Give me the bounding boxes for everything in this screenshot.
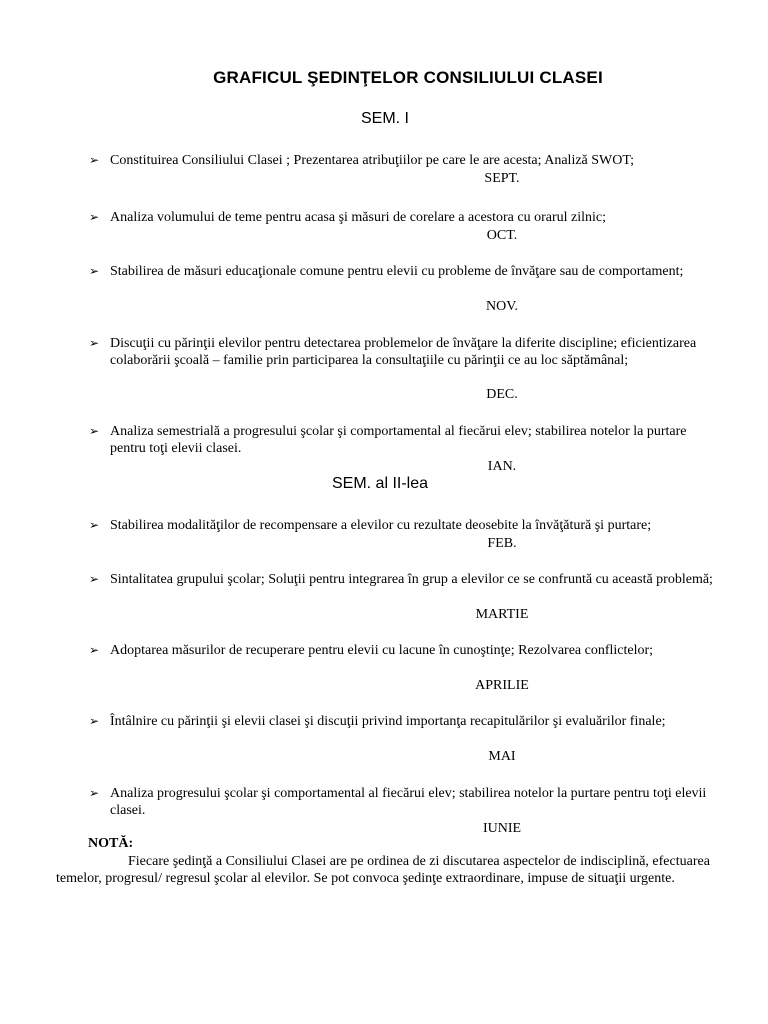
arrow-bullet-icon: ➢ [89,153,100,167]
agenda-item-text: Constituirea Consiliului Clasei ; Prezentarea atribuţiilor pe care le are acesta; Analiză SWOT; [110,153,635,168]
arrow-bullet-icon: ➢ [89,714,100,728]
agenda-item-month: APRILIE [475,678,529,693]
semester-heading-1: SEM. I [360,110,409,127]
agenda-item-month: MAI [488,749,516,764]
agenda-item-month: SEPT. [484,171,520,186]
agenda-item [89,517,713,534]
agenda-item [89,209,713,226]
agenda-item-text: Adoptarea măsurilor de recuperare pentru elevii cu lacune în cunoştinţe; Rezolvarea conflictelor; [110,643,654,658]
document-title: GRAFICUL ŞEDINŢELOR CONSILIULUI CLASEI [213,68,603,87]
agenda-item-month: OCT. [486,228,518,243]
semester-heading-2: SEM. al II-lea [331,475,429,492]
note-text: Fiecare şedinţă a Consiliului Clasei are pe ordinea de zi discutarea aspectelor de indisciplină, efectuarea temelor, progresul/ regresul şcolar al elevilor. Se pot convoca şedinţe extraordinare, impuse de situaţii urgente. [56,854,710,886]
agenda-item-month: FEB. [487,536,517,551]
agenda-item-text: Stabilirea modalităţilor de recompensare a elevilor cu rezultate deosebite la învăţătură şi purtare; [110,518,652,533]
agenda-item [89,152,713,169]
agenda-item [89,571,713,588]
agenda-item [89,713,713,730]
arrow-bullet-icon: ➢ [89,643,100,657]
arrow-bullet-icon: ➢ [89,336,100,350]
arrow-bullet-icon: ➢ [89,572,100,586]
agenda-item [89,785,713,819]
arrow-bullet-icon: ➢ [89,786,100,800]
agenda-item-text: Analiza volumului de teme pentru acasa şi măsuri de corelare a acestora cu orarul zilnic; [110,210,607,225]
arrow-bullet-icon: ➢ [89,210,100,224]
agenda-item-text: Sintalitatea grupului şcolar; Soluţii pentru integrarea în grup a elevilor ce se confruntă cu această problemă; [110,572,713,587]
agenda-item-text: Analiza semestrială a progresului şcolar şi comportamental al fiecărui elev; stabilirea notelor la purtare pentru toţi elevii clasei. [110,424,687,456]
arrow-bullet-icon: ➢ [89,264,100,278]
arrow-bullet-icon: ➢ [89,518,100,532]
agenda-item-text: Analiza progresului şcolar şi comportamental al fiecărui elev; stabilirea notelor la purtare pentru toţi elevii clasei. [110,786,707,818]
agenda-item-month: DEC. [486,387,518,402]
agenda-item-text: Discuţii cu părinţii elevilor pentru detectarea problemelor de învăţare la diferite discipline; eficientizarea colaborării şcoală – familie prin participarea la consultaţiile cu părinţii ce au loc săptămânal; [110,336,697,368]
agenda-item-text: Întâlnire cu părinţii şi elevii clasei şi discuţii privind importanţa recapitulărilor şi evaluărilor finale; [110,714,666,729]
agenda-item [89,263,713,280]
agenda-item-text: Stabilirea de măsuri educaţionale comune pentru elevii cu probleme de învăţare sau de comportament; [110,264,684,279]
agenda-item-month: IUNIE [482,821,522,836]
agenda-item-month: NOV. [485,299,519,314]
agenda-item [89,335,713,369]
agenda-item [89,642,713,659]
note-label: NOTĂ: [88,836,134,851]
arrow-bullet-icon: ➢ [89,424,100,438]
agenda-item [89,423,713,457]
agenda-item-month: IAN. [487,459,517,474]
agenda-item-month: MARTIE [475,607,529,622]
